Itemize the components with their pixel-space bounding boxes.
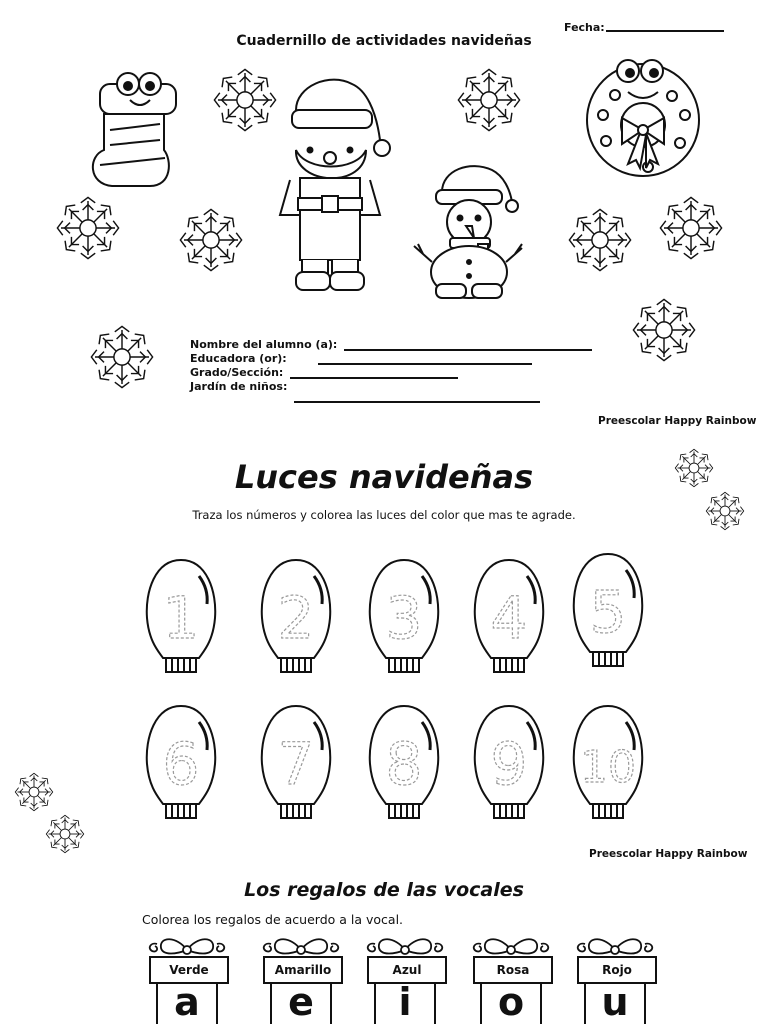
lights-title: Luces navideñas: [234, 458, 534, 496]
gift-bow-icon: [474, 939, 549, 954]
gift-label: Rojo: [577, 956, 657, 984]
name-line: [344, 349, 592, 351]
trace-number: 5: [589, 578, 627, 646]
snowflake-icon: [57, 197, 118, 258]
trace-number: 1: [162, 584, 200, 652]
snowflake-icon: [46, 815, 83, 852]
wreath-illustration: [587, 60, 699, 176]
cover-title: Cuadernillo de actividades navideñas: [236, 33, 532, 49]
snowflake-icon: [214, 69, 275, 130]
vowels-title: Los regalos de las vocales: [244, 879, 524, 901]
grade-line: [290, 377, 458, 379]
snowflake-icon: [458, 69, 519, 130]
snowman-illustration: [414, 166, 522, 298]
kindergarten-line: [294, 401, 540, 403]
field-label-grade: Grado/Sección:: [190, 366, 284, 379]
field-label-name: Nombre del alumno (a):: [190, 338, 338, 351]
gift-label: Rosa: [473, 956, 553, 984]
gift-vowel: e: [288, 980, 314, 1024]
credit-text: Preescolar Happy Rainbow: [598, 415, 757, 427]
gift-bow-icon: [578, 939, 653, 954]
snowflake-icon: [180, 209, 241, 270]
date-label: Fecha:: [564, 21, 605, 34]
snowflake-icon: [660, 197, 721, 258]
trace-number: 4: [490, 584, 528, 652]
gift-vowel: o: [497, 980, 525, 1024]
teacher-line: [318, 363, 532, 365]
field-label-teacher: Educadora (or):: [190, 352, 287, 365]
trace-number: 7: [277, 730, 315, 798]
date-line: [606, 30, 724, 32]
santa-illustration: [280, 80, 390, 290]
gift-label: Amarillo: [263, 956, 343, 984]
gift-bow-icon: [368, 939, 443, 954]
gift-bow-icon: [150, 939, 225, 954]
trace-number: 2: [277, 584, 315, 652]
field-label-kindergarten: Jardín de niños:: [190, 380, 288, 393]
trace-number: 9: [490, 730, 528, 798]
lights-instruction: Traza los números y colorea las luces del color que mas te agrade.: [192, 508, 576, 522]
stocking-illustration: [93, 73, 176, 186]
gift-bow-icon: [264, 939, 339, 954]
snowflake-icon: [15, 773, 52, 810]
trace-number: 3: [385, 584, 423, 652]
gift-vowel: i: [398, 980, 412, 1024]
trace-number: 6: [162, 730, 200, 798]
gift-label: Verde: [149, 956, 229, 984]
student-info-fields: [190, 338, 337, 394]
trace-number: 8: [385, 730, 423, 798]
gift-label: Azul: [367, 956, 447, 984]
snowflake-icon: [91, 326, 152, 387]
snowflake-icon: [633, 299, 694, 360]
gift-vowel: u: [601, 980, 629, 1024]
trace-number: 10: [580, 742, 636, 793]
vowels-instruction: Colorea los regalos de acuerdo a la vocal.: [142, 912, 404, 927]
gift-vowel: a: [174, 980, 200, 1024]
credit-text: Preescolar Happy Rainbow: [589, 848, 748, 860]
snowflake-icon: [569, 209, 630, 270]
